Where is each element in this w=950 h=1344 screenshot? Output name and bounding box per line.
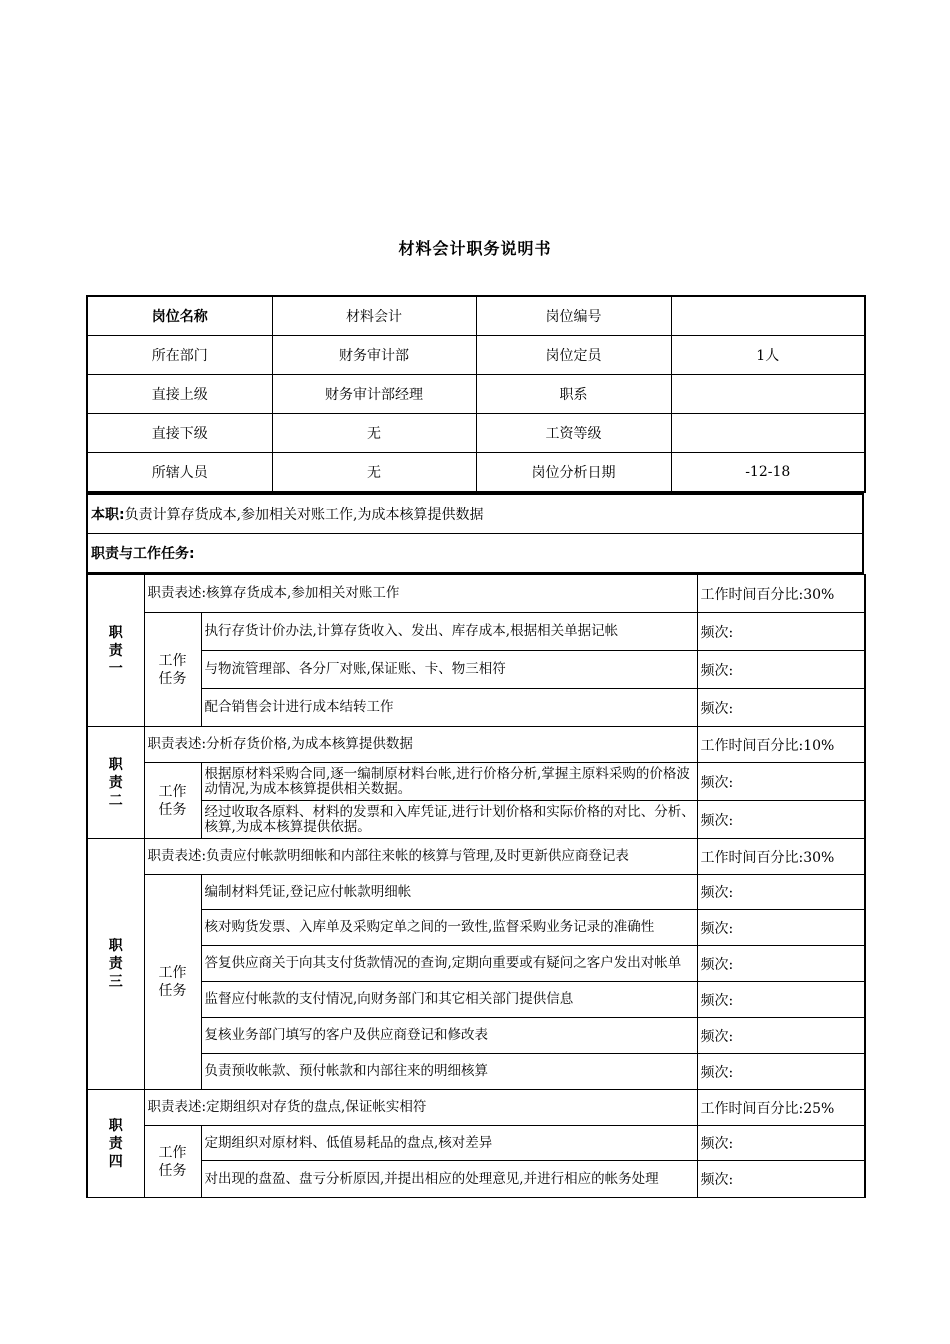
task-row — [87, 613, 865, 651]
task-text: 经过收取各原料、材料的发票和入库凭证,进行计划价格和实际价格的对比、分析、核算,为成本核算提供依据。 — [201, 801, 697, 839]
info-row — [87, 453, 865, 493]
task-text: 执行存货计价办法,计算存货收入、发出、库存成本,根据相关单据记帐 — [201, 613, 697, 651]
summary-cell — [87, 494, 863, 534]
task-row — [87, 801, 865, 839]
task-text: 对出现的盘盈、盘亏分析原因,并提出相应的处理意见,并进行相应的帐务处理 — [201, 1161, 697, 1198]
task-label — [144, 1126, 201, 1198]
task-text: 负责预收帐款、预付帐款和内部往来的明细核算 — [201, 1054, 697, 1090]
value-department: 财务审计部 — [272, 336, 476, 375]
duty-name-char: 责 — [108, 642, 123, 659]
task-text: 定期组织对原材料、低值易耗品的盘点,核对差异 — [201, 1126, 697, 1161]
task-frequency: 频次: — [697, 910, 865, 946]
info-row — [87, 375, 865, 414]
duty-name — [87, 839, 144, 1090]
task-row — [87, 875, 865, 910]
task-label — [144, 875, 201, 1090]
task-frequency: 频次: — [697, 1126, 865, 1161]
duty-name-char: 职 — [108, 624, 123, 641]
task-frequency: 频次: — [697, 613, 865, 651]
value-position-name: 材料会计 — [272, 296, 476, 336]
task-row — [87, 1018, 865, 1054]
task-frequency: 频次: — [697, 946, 865, 982]
work-time-percentage: 工作时间百分比:10% — [697, 727, 865, 763]
value-superior: 财务审计部经理 — [272, 375, 476, 414]
info-row — [87, 296, 865, 336]
task-text: 监督应付帐款的支付情况,向财务部门和其它相关部门提供信息 — [201, 982, 697, 1018]
task-text: 答复供应商关于向其支付货款情况的查询,定期向重要或有疑问之客户发出对帐单 — [201, 946, 697, 982]
task-label-line: 任务 — [158, 801, 187, 818]
task-frequency: 频次: — [697, 763, 865, 801]
value-job-family — [671, 375, 865, 414]
label-analysis-date: 岗位分析日期 — [476, 453, 671, 493]
info-row — [87, 336, 865, 375]
page-title: 材料会计职务说明书 — [398, 239, 552, 258]
task-label-line: 工作 — [158, 783, 187, 800]
task-label-line: 任务 — [158, 983, 187, 999]
task-frequency: 频次: — [697, 1161, 865, 1198]
duty-name-char: 职 — [108, 1117, 123, 1134]
duty-row — [87, 727, 865, 763]
task-frequency: 频次: — [697, 875, 865, 910]
duty-description: 职责表述:分析存货价格,为成本核算提供数据 — [144, 727, 697, 763]
summary-table — [86, 493, 864, 574]
task-frequency: 频次: — [697, 651, 865, 689]
value-salary-grade — [671, 414, 865, 453]
label-position-name: 岗位名称 — [87, 296, 272, 336]
value-staff: 无 — [272, 453, 476, 493]
duty-name-char: 一 — [108, 660, 123, 677]
duty-row — [87, 1090, 865, 1126]
task-label-line: 任务 — [158, 1162, 187, 1179]
duty-name-char: 职 — [108, 756, 123, 773]
task-frequency: 频次: — [697, 689, 865, 727]
duty-name — [87, 575, 144, 727]
task-text: 核对购货发票、入库单及采购定单之间的一致性,监督采购业务记录的准确性 — [201, 910, 697, 946]
summary-text: 负责计算存货成本,参加相关对账工作,为成本核算提供数据 — [124, 507, 484, 523]
job-description-document — [86, 295, 864, 1198]
task-label — [144, 613, 201, 727]
label-staff: 所辖人员 — [87, 453, 272, 493]
label-headcount: 岗位定员 — [476, 336, 671, 375]
task-frequency: 频次: — [697, 1054, 865, 1090]
task-row — [87, 651, 865, 689]
value-headcount: 1人 — [671, 336, 865, 375]
duties-table — [86, 574, 866, 1198]
task-row — [87, 982, 865, 1018]
label-salary-grade: 工资等级 — [476, 414, 671, 453]
work-time-percentage: 工作时间百分比:30% — [697, 575, 865, 613]
task-frequency: 频次: — [697, 801, 865, 839]
task-label — [144, 763, 201, 839]
duty-description: 职责表述:定期组织对存货的盘点,保证帐实相符 — [144, 1090, 697, 1126]
duty-description: 职责表述:核算存货成本,参加相关对账工作 — [144, 575, 697, 613]
task-label-line: 工作 — [158, 965, 187, 981]
duty-name-char: 责 — [108, 956, 123, 972]
work-time-percentage: 工作时间百分比:25% — [697, 1090, 865, 1126]
info-row — [87, 414, 865, 453]
work-time-percentage: 工作时间百分比:30% — [697, 839, 865, 875]
value-subordinate: 无 — [272, 414, 476, 453]
task-frequency: 频次: — [697, 1018, 865, 1054]
duty-name-char: 责 — [108, 774, 123, 791]
task-text: 复核业务部门填写的客户及供应商登记和修改表 — [201, 1018, 697, 1054]
value-position-id — [671, 296, 865, 336]
label-subordinate: 直接下级 — [87, 414, 272, 453]
task-label-line: 工作 — [158, 1144, 187, 1161]
task-row — [87, 946, 865, 982]
task-row — [87, 1054, 865, 1090]
duty-name-char: 三 — [108, 974, 123, 990]
duty-name-char: 职 — [108, 938, 123, 954]
label-superior: 直接上级 — [87, 375, 272, 414]
task-frequency: 频次: — [697, 982, 865, 1018]
basic-info-table — [86, 295, 866, 493]
duty-name-char: 二 — [108, 792, 123, 809]
label-department: 所在部门 — [87, 336, 272, 375]
duty-name — [87, 727, 144, 839]
duty-row — [87, 575, 865, 613]
task-text: 根据原材料采购合同,逐一编制原材料台帐,进行价格分析,掌握主原料采购的价格波动情况,为成本核算提供相关数据。 — [201, 763, 697, 801]
label-job-family: 职系 — [476, 375, 671, 414]
task-row — [87, 1161, 865, 1198]
task-label-line: 任务 — [158, 670, 187, 687]
task-row — [87, 763, 865, 801]
task-row — [87, 1126, 865, 1161]
summary-label: 本职: — [91, 507, 125, 523]
duty-row — [87, 839, 865, 875]
task-row — [87, 910, 865, 946]
duty-name — [87, 1090, 144, 1198]
duty-name-char: 四 — [108, 1153, 123, 1170]
duty-name-char: 责 — [108, 1135, 123, 1152]
label-position-id: 岗位编号 — [476, 296, 671, 336]
duties-heading: 职责与工作任务: — [87, 534, 863, 574]
task-text: 与物流管理部、各分厂对账,保证账、卡、物三相符 — [201, 651, 697, 689]
task-text: 编制材料凭证,登记应付帐款明细帐 — [201, 875, 697, 910]
task-label-line: 工作 — [158, 652, 187, 669]
task-text: 配合销售会计进行成本结转工作 — [201, 689, 697, 727]
value-analysis-date: -12-18 — [671, 453, 865, 493]
duty-description: 职责表述:负责应付帐款明细帐和内部往来帐的核算与管理,及时更新供应商登记表 — [144, 839, 697, 875]
task-row — [87, 689, 865, 727]
